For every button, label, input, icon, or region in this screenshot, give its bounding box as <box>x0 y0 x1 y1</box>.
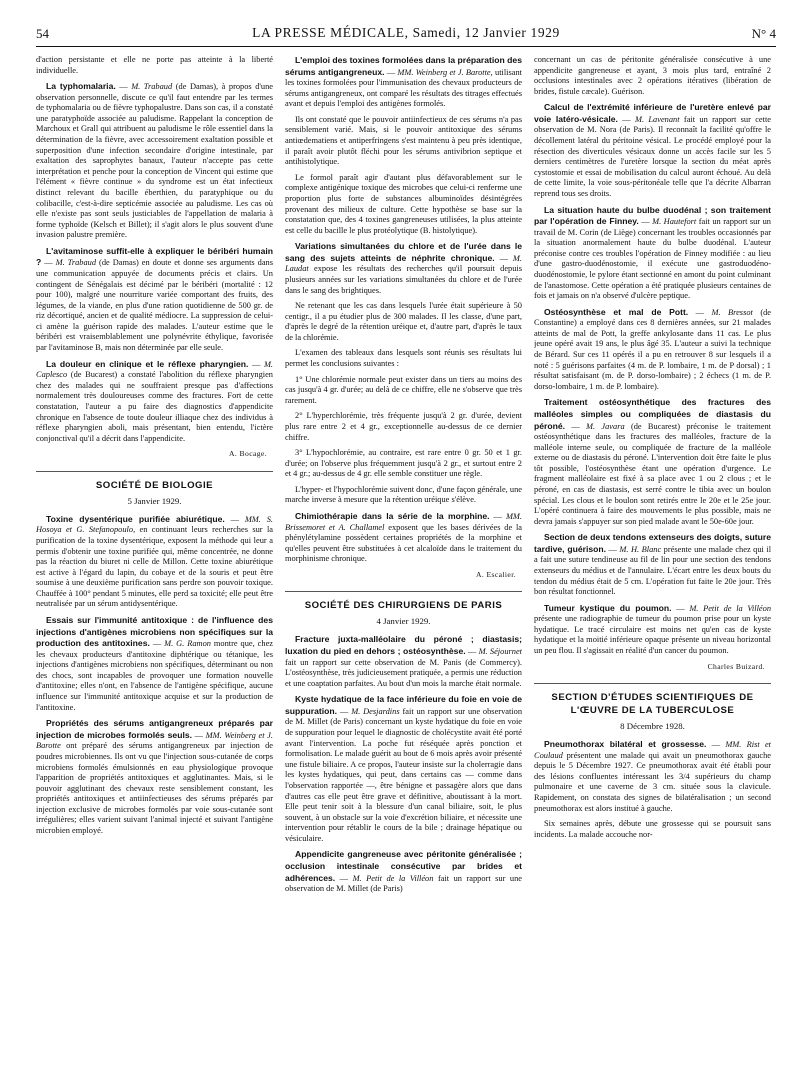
article-tendons: Section de deux tendons extenseurs des doigts, suture tardive, guérison. — M. H. Blanc présente une malade chez qui il a fait une suture tendineuse au fil de lin pour une section des tendons extenseurs du médius et de l'annulaire. L'écart entre les deux bouts du tendon du médius était de 5 cm. L'opération fut faite le 20e jour. Très bon résultat fonctionnel. <box>534 532 771 597</box>
article-body: (de Bucarest) a constaté l'abolition du réflexe pharyngien chez des malades qui ne souffraient presque pas d'affections normalement très douloureuses comme des fractures. Fort de cette constatation, l'auteur a pu faire des diagnostics d'appendicite chronique en l'absence de toute douleur illiaque chez des individus à réflexe pharyngien aboli, mais présentant, bien entendu, l'ictère conjonctival qu'il a décrit dans l'appendicite. <box>36 370 273 443</box>
article-title: Section de deux tendons extenseurs des doigts, suture tardive, guérison. <box>534 532 771 554</box>
article-author: M. Desjardins <box>351 706 400 716</box>
article-title: Kyste hydatique de la face inférieure du foie en voie de suppuration. <box>285 694 522 716</box>
article-body: ont préparé des sérums antigangreneux par injection de poudres microbiennes. Ils ont vu que l'injection sous-cutanée de corps microbiens formolés émulsionnés en eau physiologique provoque l'apparition de propriétés antitoxiques et agglutinantes. Mais, si le pouvoir agglutinant des chevaux reste sensiblement constant, les propriétés antitoxiques et antiinfectieuses des sérums préparés par injection exclusive de microbes formolés par voie sous-cutanée sont irrégulières; elles varient suivant l'animal injecté et suivant l'antigène microbien employé. <box>36 741 273 835</box>
article-body: présente une radiographie de tumeur du poumon prise pour un kyste hydatique. Le tracé circulaire est moins net qu'en cas de kyste hydatique et la moitié inférieure opaque présente un niveau horizontal un peu flou. Il s'agissait en réalité d'un cancer du poumon. <box>534 614 771 656</box>
paragraph: Ils ont constaté que le pouvoir antiinfectieux de ces sérums n'a pas sensiblement varié. Mais, si le pouvoir antitoxique des sérums antiœdematiens et antiperfringens s'est maintenu à peu près identique, il paraît avoir plutôt fléchi pour les sérums antivibrion septique et antihistolytique. <box>285 114 522 167</box>
column-2 <box>285 55 522 1075</box>
article-title: Ostéosynthèse et mal de Pott. <box>544 306 689 317</box>
article-author: MM. Weinberg et J. Barotte <box>36 730 273 751</box>
article-avitaminose: L'avitaminose suffit-elle à expliquer le béribéri humain ? — M. Trabaud (de Damas) en doute et donne ses arguments dans une communication appuyée de documents précis et clairs. Un contingent de Sénégalais est décimé par le béribéri (mortalité : 12 pour 100), malgré une nourriture variée comportant des fruits, des légumes, de la viande, en plus d'une ration quotidienne de 500 gr. de riz décortiqué, ancien et de qualité médiocre. La suppression de celui-ci amène la guérison rapide des malades. L'auteur estime que le béribéri est vraisemblablement une polynévrite éthylique, favorisée par l'avitaminose B, mais non déterminée par elle seule. <box>36 245 273 353</box>
journal-title: LA PRESSE MÉDICALE, Samedi, 12 Janvier 1929 <box>252 25 560 40</box>
paragraph: concernant un cas de péritonite généralisée consécutive à une appendicite gangreneuse et ayant, 3 mois plus tard, entraîné 2 occlusions intestinales avec 2 opérations itératives (libération de brides, fistule cæcale). Guérison. <box>534 55 771 96</box>
article-fracture: Fracture juxta-malléolaire du péroné ; diastasis; luxation du pied en dehors ; ostéosynthèse. — M. Séjournet fait un rapport sur cette observation de M. Panis (de Commercy). L'ostéosynthèse, très judicieusement pratiquée, a permis une réduction et une coaptation parfaites. Au bout d'un mois la marche était normale. <box>285 634 522 688</box>
article-body: (de Constantine) a employé dans ces 8 dernières années, sur 21 malades atteints de mal de Pott, la greffe ankylosante dans 11 cas. Le plus jeune opéré avait 19 ans, le plus âgé 35. L'auteur a suivi la technique de Bérard. Sur ces 11 opérés il a pu en retrouver 8 sur lesquels il a noté : 5 guérisons parfaites (4 m. de P. lombaire, 1 m. de P dorsal) ; 1 résultat satisfaisant (m. de P. dorso-lombaire) ; 2 échecs (1 m. de P. dorso-lombaire, 1 m. de P. lombaire). <box>534 307 771 391</box>
article-title: Propriétés des sérums antigangreneux préparés par injection de microbes formolés seuls. <box>36 718 273 740</box>
article-author: M. Trabaud <box>55 258 97 268</box>
article-morphine: Chimiothérapie dans la série de la morphine. — MM. Brissemoret et A. Challamel exposent que les bases dérivées de la phénylétylamine possèdent certaines propriétés de la morphine et qu'elles peuvent être substituées à cet alcaloïde dans le traitement du morphinisme chronique. <box>285 510 522 564</box>
article-body: , en continuant leurs recherches sur la purification de la toxine dysentérique, exposent la méthode qui leur a permis d'obtenir une toxine purifiée qui, même concentrée, ne donne pas la réaction du biuret ni celle de Millon. Cette toxine abiurétique est active à l'égard du lapin, du cobaye et de la souris et peut être soumise à une deuxième purification sans perdre son pouvoir toxique. Chauffée à 100° pendant 5 minutes, elle perd sa toxicité; elle peut être neutralisée par un sérum antidysentérique. <box>36 525 273 609</box>
page-number: 54 <box>36 26 49 41</box>
article-author: M. Trabaud <box>131 82 173 92</box>
article-title: La typhomalaria. <box>46 81 116 92</box>
article-author: M. Javara <box>586 421 625 431</box>
article-author: M. Lavenant <box>634 114 680 124</box>
article-title: La situation haute du bulbe duodénal ; son traitement par l'opération de Finney. <box>534 204 771 227</box>
section-heading-chirurgiens: SOCIÉTÉ DES CHIRURGIENS DE PARIS <box>285 591 522 613</box>
signature: A. Bocage. <box>229 449 267 459</box>
signature: A. Escalier. <box>475 569 516 579</box>
paragraph: 2° L'hyperchlorémie, très fréquente jusqu'à 2 gr. d'urée, devient plus rare entre 2 et 4 gr., exceptionnelle au-dessus de ce dernier chiffre. <box>285 411 522 442</box>
page-header <box>36 22 776 44</box>
paragraph: 1° Une chlorémie normale peut exister dans un tiers au moins des cas jusqu'à 4 gr. d'urée; au delà de ce chiffre, elle ne s'observe que très rarement. <box>285 374 522 405</box>
paragraph: 3° L'hypochlorémie, au contraire, est rare entre 0 gr. 50 et 1 gr. d'urée; on l'observe plus fréquemment jusqu'à 2 gr., et surtout entre 2 et 4 gr.; au-dessus de 4 gr. elle semble constituer une règle. <box>285 448 522 479</box>
article-body: présente une malade chez qui il a fait une suture tendineuse au fil de lin pour une section des tendons extenseurs du médius et de l'annulaire. L'écart entre les deux bouts du tendon du médius était de 5 cm. L'opération fut faite le 20e jour. Très bon résultat fonctionnel. <box>534 544 771 597</box>
section-date: 8 Décembre 1928. <box>620 721 685 732</box>
article-title: Traitement ostéosynthétique des fractures des malléoles simples ou compliquées de diastasis du péroné. <box>534 397 771 431</box>
article-title: La douleur en clinique et le réflexe pharyngien. <box>46 358 249 369</box>
issue-number: N° 4 <box>751 26 776 41</box>
article-author: MM. S. Hosoya et G. Stefanopoulo <box>36 514 273 535</box>
article-calcul: Calcul de l'extrémité inférieure de l'uretère enlevé par voie latéro-vésicale. — M. Lavenant fait un rapport sur cette observation de M. Nora (de Paris). Il reconnaît la facilité qu'offre le décollement latéral du péritoine vésical. Le procédé employé pour la résection des diverticules vésicaux donne un accès facile sur les 5 derniers centimètres de l'uretère lorsque la section du méat après cystostomie et essai de mobilisation du calcul auront échoué. Au delà de cette limite, la voie sous-péritonéale telle que l'a décrite Albarran reprend tous ses droits. <box>534 102 771 198</box>
article-chlore-uree: Variations simultanées du chlore et de l'urée dans le sang des sujets atteints de néphrite chronique. — M. Laudat expose les résultats des recherches qu'il poursuit depuis plusieurs années sur les variations simultanées du chlore et de l'urée dans le sang des brightiques. <box>285 241 522 295</box>
article-body: fait un rapport sur une observation de M. Millet (de Paris) concernant un kyste hydatique du foie en voie de suppuration pour lequel le diagnostic de cholécystite avait été porté avant l'intervention. La poche fut réséquée après ponction et formolisation. Le malade guérit au bout de 6 mois après avoir présenté une fistule biliaire. A ce propos, l'auteur insiste sur la cholerragie dans les kystes hydatiques, qui peut, dans certains cas — comme dans l'observation rapportée —, être bénigne et passagère alors que dans d'autres cas elle peut être grave et définitive, aboutissant à la mort. Elle peut tenir soit à la blessure d'un canal biliaire, soit, le plus souvent, à un obstacle sur la voie d'excrétion biliaire, et nécessite une intervention pour rétablir le cours de la bile ; drainage hépatique ou vésiculaire. <box>285 706 522 843</box>
article-bulbe-duodenal: La situation haute du bulbe duodénal ; son traitement par l'opération de Finney. — M. Hautefort fait un rapport sur un travail de M. Corin (de Liège) concernant les troubles occasionnés par la situation anormalement haute du bulbe duodénal. L'auteur préconise contre ces troubles l'opération de Finney modifiée : au lieu d'une gastro-duodénostomie, il exécute une gastroduodéno-duodénostomie, le pylore étant sectionné en amont du point culminant de l'anastomose. Cette opération a été pratiquée plusieurs centaines de fois et jamais on n'a observé d'ulcère peptique. <box>534 204 771 301</box>
article-author: M. G. Ramon <box>164 639 211 649</box>
article-author: M. Petit de la Villéon <box>352 873 434 883</box>
article-appendicite: Appendicite gangreneuse avec péritonite généralisée ; occlusion intestinale consécutive par brides et adhérences. — M. Petit de la Villéon fait un rapport sur une observation de M. Millet (de Paris) <box>285 849 522 894</box>
signature: Charles Buizard. <box>707 661 765 671</box>
article-body: expose les résultats des recherches qu'il poursuit depuis plusieurs années sur les variations simultanées du chlore et de l'urée dans le sang des brightiques. <box>285 264 522 295</box>
paragraph: Ne retenant que les cas dans lesquels l'urée était supérieure à 50 centigr., il a pu étudier plus de 300 malades. Il les classe, d'une part, d'après le degré de la rétention uréique et, d'autre part, d'après le taux de la chlorémie. <box>285 301 522 342</box>
article-tumeur-poumon: Tumeur kystique du poumon. — M. Petit de la Villéon présente une radiographie de tumeur du poumon prise pour un kyste hydatique. Le tracé circulaire est moins net qu'en cas de kyste hydatique et la moitié inférieure opaque présente un niveau horizontal un peu flou. Il s'agissait en réalité d'un cancer du poumon. <box>534 602 771 656</box>
article-title: Appendicite gangreneuse avec péritonite généralisée ; occlusion intestinale consécutive par brides et adhérences. <box>285 849 522 883</box>
section-heading-biologie: SOCIÉTÉ DE BIOLOGIE <box>36 471 273 493</box>
article-title: L'emploi des toxines formolées dans la préparation des sérums antigangreneux. <box>285 55 522 77</box>
article-author: M. Séjournet <box>478 647 522 657</box>
article-title: Variations simultanées du chlore et de l'urée dans le sang des sujets atteints de néphrite chronique. <box>285 241 522 263</box>
article-author: MM. Brissemoret et A. Challamel <box>285 511 522 532</box>
paragraph: d'action persistante et elle ne porte pas atteinte à la liberté individuelle. <box>36 55 273 75</box>
article-immunite: Essais sur l'immunité antitoxique : de l'influence des injections d'antigènes microbiens non spécifiques sur la production des antitoxines. — M. G. Ramon montre que, chez les chevaux producteurs d'antitoxine diphtérique ou tétanique, les injections d'antigènes microbiens non spécifiques, déterminant ou non des chocs, sont incapables de provoquer une formation nouvelle d'antitoxine; elles n'ont, en l'absence de l'antigène spécifique, aucune influence sur l'immunité antitoxique acquise et sur la production de l'antitoxine. <box>36 615 273 712</box>
article-title: Pneumothorax bilatéral et grossesse. <box>544 739 707 750</box>
article-pneumothorax: Pneumothorax bilatéral et grossesse. — MM. Rist et Coulaud présentent une malade qui avait un pneumothorax gauche depuis le 5 Décembre 1927. Ce pneumothorax avait été établi pour des lésions confluentes intéressant les 3/4 supérieurs du champ pulmonaire et une caverne de 3 cm. située sous la clavicule. Rapidement, on constata des signes de bilatéralisation ; un second pneumothorax est alors institué à gauche. <box>534 739 771 813</box>
article-title: Tumeur kystique du poumon. <box>544 602 672 613</box>
article-malleoles: Traitement ostéosynthétique des fractures des malléoles simples ou compliquées de diastasis du péroné. — M. Javara (de Bucarest) préconise le traitement ostéosynthétique dans les fractures des malléoles, fracture de la malléole interne seule, ou compliquée de fracture de la malléole externe ou de diastasis du péroné. L'intervention doit être faite le plus tôt possible, l'ostéosynthèse étant une opération d'urgence. Le fragment malléolaire est fixé à sa place avec 1 ou 2 clous ; et le péroné, en cas de diastasis, est serré contre le tibia avec un boulon spécial. Les clous et le boulon sont retirés entre le 20e et le 25e jour. L'opéré continuera à faire des mouvements le plus possible, mais ne devra jamais s'appuyer sur son pied malade avant le 50e-60e jour. <box>534 397 771 526</box>
section-date: 5 Janvier 1929. <box>127 495 182 506</box>
column-3 <box>534 55 771 1075</box>
article-body: , utilisant les toxines formolées pour l'immunisation des chevaux producteurs de sérums antigangreneux, ont comparé les résultats des titrages effectués avant et depuis l'emploi des antigènes formolés. <box>285 67 522 109</box>
article-mal-de-pott: Ostéosynthèse et mal de Pott. — M. Bressot (de Constantine) a employé dans ces 8 dernières années, sur 21 malades atteints de mal de Pott, la greffe ankylosante dans 11 cas. Le plus jeune opéré avait 19 ans, le plus âgé 35. L'auteur a suivi la technique de Bérard. Sur ces 11 opérés il a pu en retrouver 8 sur lesquels il a noté : 5 guérisons parfaites (4 m. de P. lombaire, 1 m. de P dorsal) ; 1 résultat satisfaisant (m. de P. dorso-lombaire) ; 2 échecs (1 m. de P. dorso-lombaire, 1 m. de P. lombaire). <box>534 306 771 391</box>
paragraph: L'hyper- et l'hypochlorémie suivent donc, d'une façon générale, une marche inverse à mesure que la rétention uréique s'élève. <box>285 484 522 505</box>
article-body: présentent une malade qui avait un pneumothorax gauche depuis le 5 Décembre 1927. Ce pneumothorax avait été établi pour des lésions confluentes intéressant les 3/4 supérieurs du champ pulmonaire et une caverne de 3 cm. située sous la clavicule. Rapidement, on constata des signes de bilatéralisation ; un second pneumothorax est alors institué à gauche. <box>534 750 771 813</box>
section-date: 4 Janvier 1929. <box>376 616 431 627</box>
article-serums: Propriétés des sérums antigangreneux préparés par injection de microbes formolés seuls. — MM. Weinberg et J. Barotte ont préparé des sérums antigangreneux par injection de poudres microbiennes. Ils ont vu que l'injection sous-cutanée de corps microbiens formolés émulsionnés en eau physiologique provoque l'apparition de propriétés antitoxiques et agglutinantes. Mais, si le pouvoir agglutinant des chevaux reste sensiblement constant, les propriétés antitoxiques et antiinfectieuses des sérums préparés par injection exclusive de microbes formolés par voie sous-cutanée sont irrégulières; elles varient suivant l'animal injecté et suivant l'antigène microbien employé. <box>36 718 273 835</box>
article-title: Fracture juxta-malléolaire du péroné ; diastasis; luxation du pied en dehors ; ostéosynthèse. <box>285 634 522 657</box>
article-body: fait un rapport sur cette observation de M. Nora (de Paris). Il reconnaît la facilité qu'offre le décollement latéral du péritoine vésical. Le procédé employé pour la résection des diverticules vésicaux donne un accès facile sur les 5 derniers centimètres de l'uretère lorsque la section du méat après cystostomie et essai de mobilisation du calcul auront échoué. Au delà de cette limite, la voie sous-péritonéale telle que l'a décrite Albarran reprend tous ses droits. <box>534 114 771 198</box>
article-author: M. Laudat <box>285 253 522 274</box>
article-body: (de Bucarest) préconise le traitement ostéosynthétique dans les fractures des malléoles, fracture de la malléole interne seule, ou compliquée de fracture de la malléole externe ou de diastasis du péroné. L'intervention doit être faite le plus tôt possible, l'ostéosynthèse étant une opération d'urgence. Le fragment malléolaire est fixé à sa place avec 1 ou 2 clous ; et le péroné, en cas de diastasis, est serré contre le tibia avec un boulon spécial. Les clous et le boulon sont retirés entre le 20e et le 25e jour. L'opéré continuera à faire des mouvements le plus possible, mais ne devra jamais s'appuyer sur son pied malade avant le 50e-60e jour. <box>534 421 771 526</box>
article-body: fait un rapport sur un travail de M. Corin (de Liège) concernant les troubles occasionnés par la situation anormalement haute du bulbe duodénal. L'auteur préconise contre ces troubles l'opération de Finney modifiée : au lieu d'une gastro-duodénostomie, il exécute une gastroduodéno-duodénostomie, le pylore étant sectionné en amont du point culminant de l'anastomose. Cette opération a été pratiquée plusieurs centaines de fois et jamais on n'a observé d'ulcère peptique. <box>534 217 771 301</box>
article-author: M. Petit de la Villéon <box>689 603 771 613</box>
section-heading-tuberculose: SECTION D'ÉTUDES SCIENTIFIQUES DE L'ŒUVRE DE LA TUBERCULOSE <box>534 683 771 718</box>
article-typhomalaria: La typhomalaria. — M. Trabaud (de Damas), à propos d'une observation personnelle, discute ce qu'il faut entendre par les termes de typhomalaria ou de fièvre typhopalustre. Dans son cas, il a constaté une paratyphoïde associée au paludisme. Rappelant la conception de Marchoux et Grall qui attribuent au paludisme le rôle essentiel dans la détermination de la fièvre, avec accessoirement exaltation possible et superposition d'une infection secondaire d'origine intestinale, par exaltation des saprophytes banaux, l'auteur n'accepte pas cette interprétation et penche pour la conception de Vincent qui estime que l'élément « fièvre continue » du syndrome est un état infectieux distinct relevant du bacille éberthien, du paratyphique ou du colibacille, c'est-à-dire septicémie associée au paludisme. Les cas où elle n'existe pas sont seuls justiciables de l'appellation de malaria à forme typhoïde (Kelsch et Billet); il s'agit alors le plus souvent d'une invasion palustre première. <box>36 81 273 240</box>
article-body: (de Damas) en doute et donne ses arguments dans une communication appuyée de documents précis et clairs. Un contingent de Sénégalais est décimé par le béribéri (mortalité : 12 pour 100), malgré une nourriture variée comportant des fruits, des légumes, de la viande, en plus d'une ration quotidienne de 500 gr. de riz décortiqué, ancien et de qualité médiocre. La suppression de celui-ci amène la guérison rapide des malades. L'auteur estime que le béribéri est vraisemblablement une polynévrite éthylique, favorisée par l'avitaminose B, mais non déterminée par elle seule. <box>36 258 273 353</box>
article-kyste-hydatique: Kyste hydatique de la face inférieure du foie en voie de suppuration. — M. Desjardins fait un rapport sur une observation de M. Millet (de Paris) concernant un kyste hydatique du foie en voie de suppuration pour lequel le diagnostic de cholécystite avait été porté avant l'intervention. La poche fut réséquée après ponction et formolisation. Le malade guérit au bout de 6 mois après avoir présenté une fistule biliaire. A ce propos, l'auteur insiste sur la cholerragie dans les kystes hydatiques, qui peut, dans certains cas — comme dans l'observation rapportée —, être bénigne et passagère alors que dans d'autres cas elle peut être grave et définitive, aboutissant à la mort. Elle peut tenir soit à la blessure d'un canal biliaire, soit, le plus souvent, à un obstacle sur la voie d'excrétion biliaire, et nécessite une intervention pour rétablir le cours de la bile ; drainage hépatique ou vésiculaire. <box>285 694 522 843</box>
article-title: Calcul de l'extrémité inférieure de l'uretère enlevé par voie latéro-vésicale. <box>534 102 771 124</box>
article-body: fait un rapport sur cette observation de M. Panis (de Commercy). L'ostéosynthèse, très judicieusement pratiquée, a permis une réduction et une coaptation parfaites. Au bout d'un mois la marche était normale. <box>285 657 522 688</box>
article-author: M. Bressot <box>711 307 753 317</box>
article-body: exposent que les bases dérivées de la phénylétylamine possèdent certaines propriétés de la morphine et qu'elles peuvent être substituées à cet alcaloïde dans le traitement du morphinisme chronique. <box>285 522 522 564</box>
paragraph: L'examen des tableaux dans lesquels sont réunis ses résultats lui permet les conclusions suivantes : <box>285 348 522 369</box>
column-1 <box>36 55 273 1075</box>
paragraph: Le formol paraît agir d'autant plus défavorablement sur le complexe antigénique toxique des microbes que celui-ci renferme une proportion plus forte de substances albuminoïdes désintégrées provenant des milieux de culture. Cette hypothèse se base sur la constatation que, des 4 toxines gangreneuses utilisées, la plus atteinte est celle du bacille le plus protéolytique (B. histolytique). <box>285 172 522 235</box>
article-author: M. Caplesco <box>36 359 273 380</box>
article-body: montre que, chez les chevaux producteurs d'antitoxine diphtérique ou tétanique, les injections d'antigènes microbiens non spécifiques, déterminant ou non des chocs, sont incapables de provoquer une formation nouvelle d'antitoxine; elles n'ont, en l'absence de l'antigène spécifique, aucune influence sur l'immunité antitoxique acquise et sur la production de l'antitoxine. <box>36 639 273 712</box>
article-author: M. H. Blanc <box>619 544 662 554</box>
article-body: fait un rapport sur une observation de M. Millet (de Paris) <box>285 873 522 894</box>
article-douleur: La douleur en clinique et le réflexe pharyngien. — M. Caplesco (de Bucarest) a constaté l'abolition du réflexe pharyngien chez des malades qui ne souffraient presque pas d'affections normalement très douloureuses comme des fractures. Fort de cette constatation, l'auteur a pu faire des diagnostics d'appendicite chronique en l'absence de toute douleur illiaque chez des individus à réflexe pharyngien aboli, mais présentant, bien entendu, l'ictère conjonctival qu'il a décrit dans l'appendicite. <box>36 358 273 443</box>
article-toxine: Toxine dysentérique purifiée abiurétique. — MM. S. Hosoya et G. Stefanopoulo, en continuant leurs recherches sur la purification de la toxine dysentérique, exposent la méthode qui leur a permis d'obtenir une toxine purifiée qui, même concentrée, ne donne pas la réaction du biuret ni celle de Millon. Cette toxine abiurétique est active à l'égard du lapin, du cobaye et de la souris et peut être soumise à une deuxième purification sans perdre son pouvoir toxique. Chauffée à 100° pendant 5 minutes, elle perd sa toxicité; elle peut être neutralisée par un sérum antidysentérique. <box>36 513 273 609</box>
article-body: (de Damas), à propos d'une observation personnelle, discute ce qu'il faut entendre par les termes de typhomalaria ou de fièvre typhopalustre. Dans son cas, il a constaté une paratyphoïde associée au paludisme. Rappelant la conception de Marchoux et Grall qui attribuent au paludisme le rôle essentiel dans la détermination de la fièvre, avec accessoirement exaltation possible et superposition d'une infection secondaire d'origine intestinale, par exaltation des saprophytes banaux, l'auteur n'accepte pas cette interprétation et penche pour la conception de Vincent qui estime que l'élément « fièvre continue » du syndrome est un état infectieux distinct relevant du bacille éberthien, du paratyphique ou du colibacille, c'est-à-dire septicémie associée au paludisme. Les cas où elle n'existe pas sont seuls justiciables de l'appellation de malaria à forme typhoïde (Kelsch et Billet); il s'agit alors le plus souvent d'une invasion palustre première. <box>36 82 273 240</box>
article-title: Chimiothérapie dans la série de la morphine. <box>295 510 490 521</box>
header-rule <box>36 46 776 47</box>
article-title: Essais sur l'immunité antitoxique : de l'influence des injections d'antigènes microbiens non spécifiques sur la production des antitoxines. <box>36 615 273 649</box>
paragraph: Six semaines après, débute une grossesse qui se poursuit sans incidents. La malade accouche nor- <box>534 819 771 839</box>
article-toxines-formolees: L'emploi des toxines formolées dans la préparation des sérums antigangreneux. — MM. Weinberg et J. Barotte, utilisant les toxines formolées pour l'immunisation des chevaux producteurs de sérums antigangreneux, ont comparé les résultats des titrages effectués avant et depuis l'emploi des antigènes formolés. <box>285 55 522 109</box>
article-author: MM. Weinberg et J. Barotte <box>397 67 491 77</box>
article-author: M. Hautefort <box>652 217 697 227</box>
article-author: MM. Rist et Coulaud <box>534 740 771 760</box>
article-title: Toxine dysentérique purifiée abiurétique. <box>46 513 225 524</box>
article-title: L'avitaminose suffit-elle à expliquer le béribéri humain ? <box>36 245 273 268</box>
